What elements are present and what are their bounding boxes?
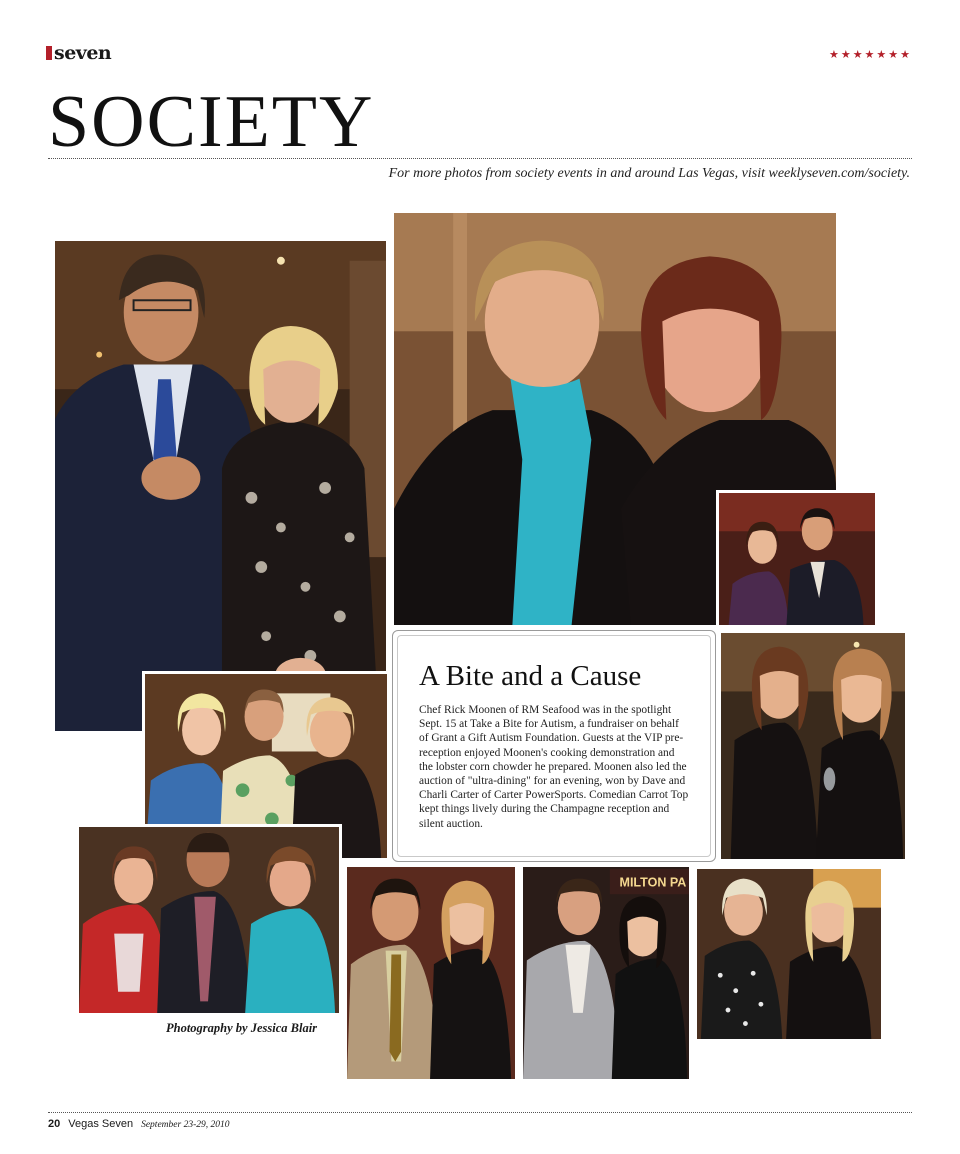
story-box — [392, 630, 716, 862]
footer-divider — [48, 1112, 912, 1113]
photo-couple-large-left — [52, 238, 389, 734]
photo-man-woman-bottom-1 — [344, 864, 518, 1082]
publication-name: Vegas Seven — [68, 1118, 134, 1130]
logo-accent-bar — [46, 46, 52, 60]
publication-logo — [46, 44, 111, 62]
logo-text: seven — [54, 42, 112, 64]
section-tagline: For more photos from society events in and around Las Vegas, visit weeklyseven.com/society. — [388, 166, 910, 181]
photo-credit: Photography by Jessica Blair — [166, 1021, 318, 1035]
photo-man-woman-bottom-2 — [520, 864, 692, 1082]
page-number: 20 — [48, 1118, 61, 1130]
story-headline: A Bite and a Cause — [419, 660, 642, 692]
photo-young-couple — [716, 490, 878, 628]
milton-sign-text: MILTON PA — [619, 875, 687, 890]
header-divider — [48, 158, 912, 159]
story-body: Chef Rick Moonen of RM Seafood was in the spotlight Sept. 15 at Take a Bite for Autism, a fundraiser on behalf of Grant a Gift Autism Foundation. Guests at the VIP pre-reception enjoyed Moonen's cooking demonstration and the lobster corn chowder he prepared. Moonen also led the auction of "ultra-dining" for an evening, won by Dave and Charli Carter of Carter PowerSports. Comedian Carrot Top kept things lively during the Champagne reception and silent auction. — [419, 704, 689, 830]
issue-date: September 23-29, 2010 — [141, 1120, 230, 1130]
star-rating-ornament: ★★★★★★★ — [828, 48, 912, 61]
photo-three-guests-bottom — [76, 824, 342, 1016]
page-footer — [48, 1118, 229, 1130]
section-title: SOCIETY — [48, 81, 375, 163]
photo-two-women-bottom — [694, 866, 884, 1042]
photo-two-women-wine — [718, 630, 908, 862]
